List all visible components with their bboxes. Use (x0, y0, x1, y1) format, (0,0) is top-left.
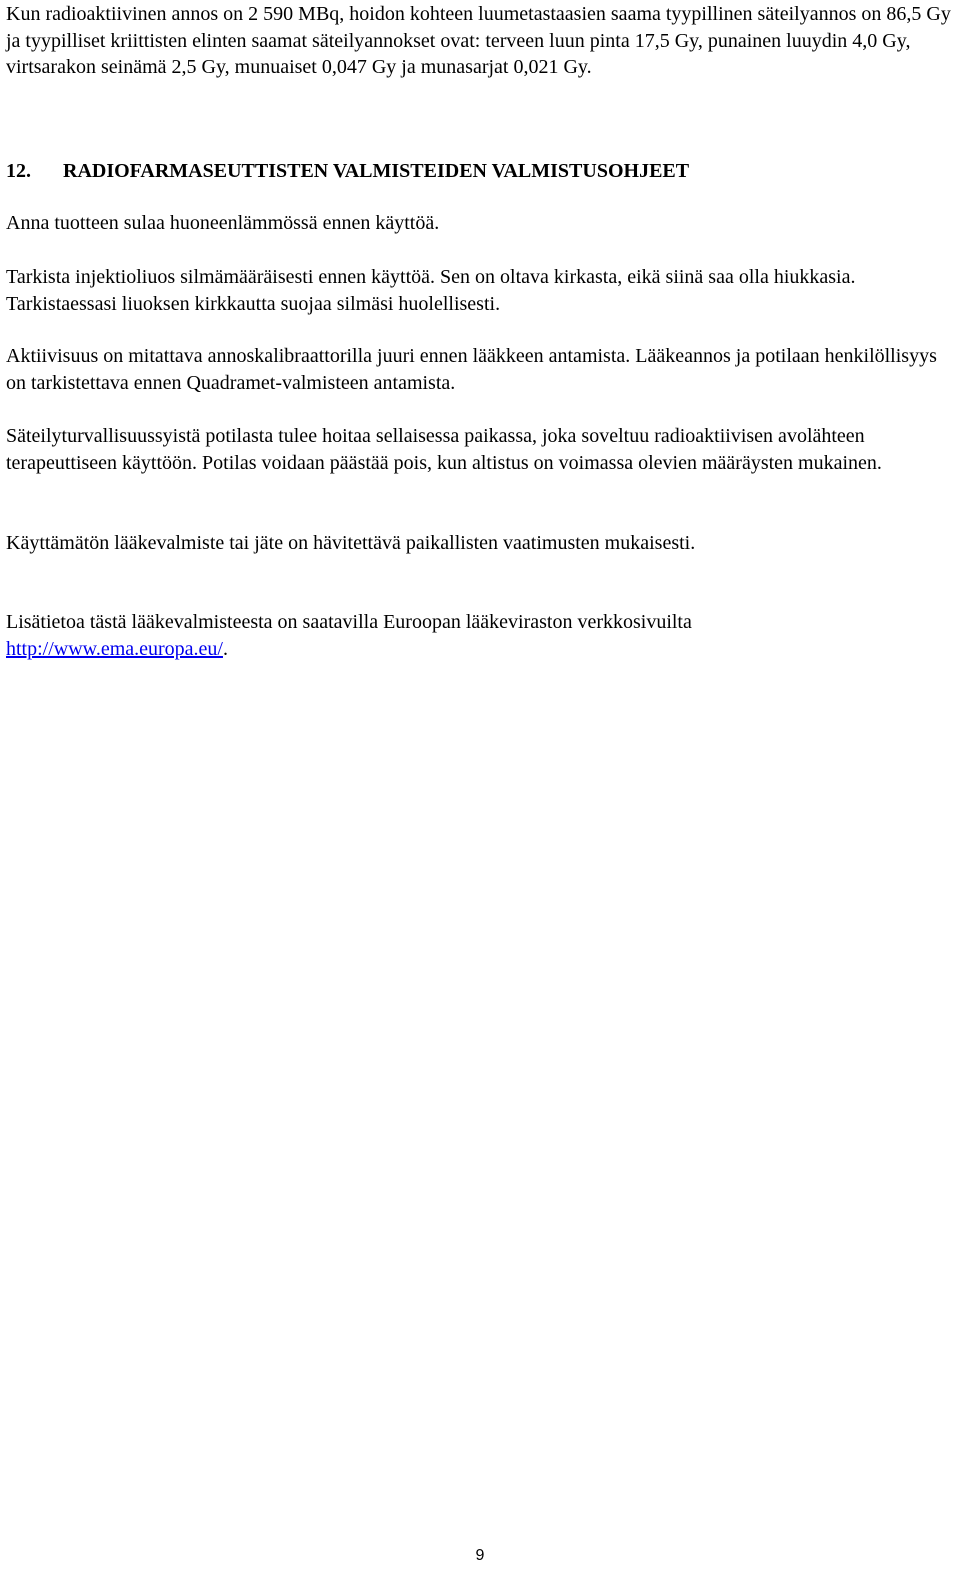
page-number: 9 (475, 1547, 485, 1564)
section-heading (6, 158, 689, 184)
disposal-paragraph: Käyttämätön lääkevalmiste tai jäte on hävitettävä paikallisten vaatimusten mukaisesti. (6, 532, 696, 554)
more-info-paragraph (6, 609, 951, 662)
more-info-text: Lisätietoa tästä lääkevalmisteesta on saatavilla Euroopan lääkeviraston verkkosivuilta (6, 611, 692, 633)
activity-measurement-paragraph: Aktiivisuus on mitattava annoskalibraattorilla juuri ennen lääkkeen antamista. Lääkeannos ja potilaan henkilöllisyys on tarkistettava ennen Quadramet-valmisteen antamista. (6, 345, 937, 394)
more-info-period: . (222, 637, 228, 660)
section-title: RADIOFARMASEUTTISTEN VALMISTEIDEN VALMISTUSOHJEET (63, 160, 690, 182)
inspection-paragraph: Tarkista injektioliuos silmämääräisesti ennen käyttöä. Sen on oltava kirkasta, eikä siinä saa olla hiukkasia. Tarkistaessasi liuoksen kirkkautta suojaa silmäsi huolellisesti. (6, 266, 856, 315)
intro-paragraph: Kun radioaktiivinen annos on 2 590 MBq, hoidon kohteen luumetastaasien saama tyypillinen säteilyannos on 86,5 Gy ja tyypilliset kriittisten elinten saamat säteilyannokset ovat: terveen luun pinta 17,5 Gy, punainen luuydin 4,0 Gy, virtsarakon seinämä 2,5 Gy, munuaiset 0,047 Gy ja munasarjat 0,021 Gy. (6, 3, 951, 78)
section-number: 12. (6, 160, 31, 182)
ema-website-link[interactable]: http://www.ema.europa.eu/ (6, 637, 223, 660)
thaw-instruction-paragraph: Anna tuotteen sulaa huoneenlämmössä ennen käyttöä. (6, 212, 440, 234)
radiation-safety-paragraph: Säteilyturvallisuussyistä potilasta tulee hoitaa sellaisessa paikassa, joka soveltuu radioaktiivisen avolähteen terapeuttiseen käyttöön. Potilas voidaan päästää pois, kun altistus on voimassa olevien määräysten mukainen. (6, 425, 882, 474)
